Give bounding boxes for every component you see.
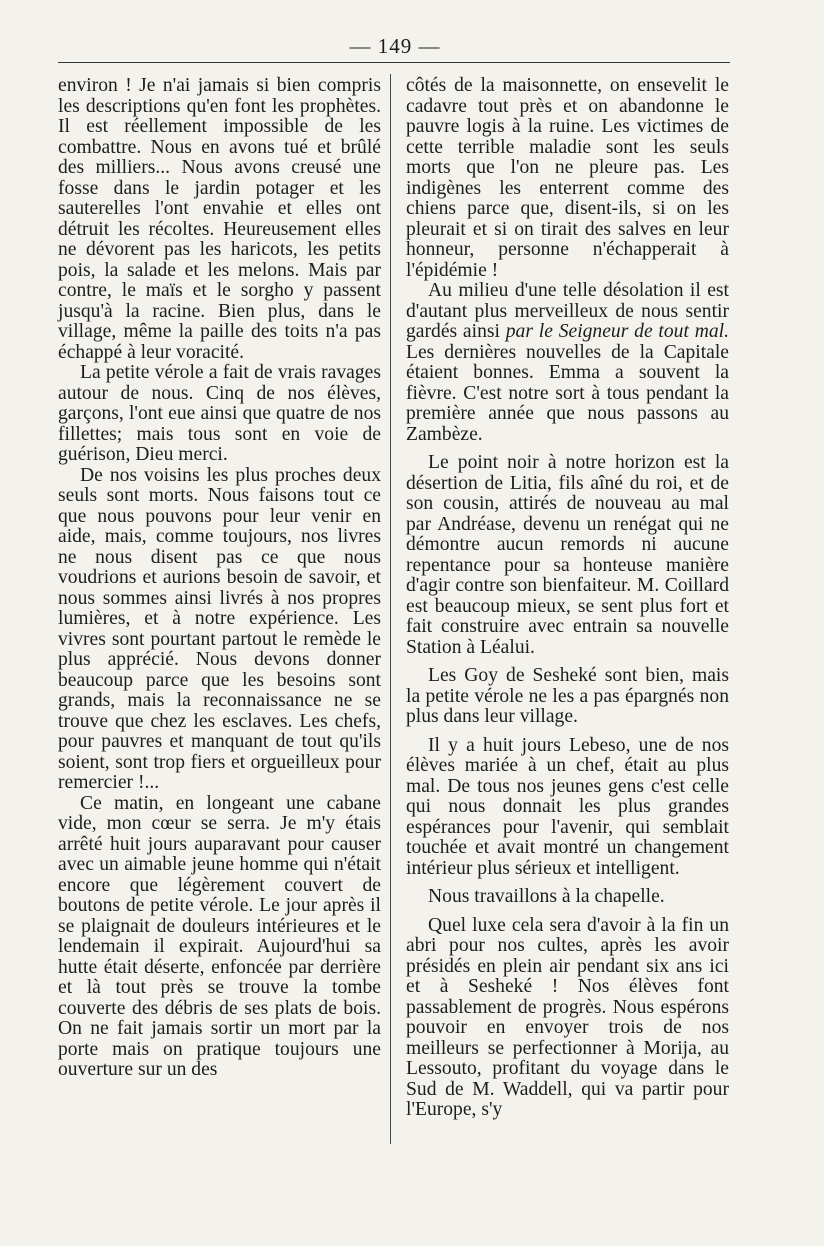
paragraph: Les Goy de Sesheké sont bien, mais la petite vérole ne les a pas épargnés non plus dans leur village. [406, 665, 729, 727]
column-divider [390, 74, 391, 1144]
paragraph: De nos voisins les plus proches deux seuls sont morts. Nous faisons tout ce que nous pouvons pour leur venir en aide, mais, comme toujours, nos livres ne nous disent pas ce que nous voudrions et aurions besoin de savoir, et nous sommes ainsi livrés à nos propres lumières, et à notre expérience. Les vivres sont pourtant partout le remède le plus apprécié. Nous devons donner beaucoup parce que les besoins sont grands, mais la reconnaissance ne se trouve que chez les esclaves. Les chefs, pour pauvres et manquant de tout qu'ils soient, sont trop fiers et orgueilleux pour remercier !... [58, 464, 381, 793]
page-number: — 149 — [349, 34, 441, 58]
paragraph-text: Au milieu d'une telle désolation il est d'autant plus merveilleux de nous sentir gardés ainsi [406, 280, 729, 342]
paragraph: Le point noir à notre horizon est la désertion de Litia, fils aîné du roi, et de son cousin, attirés de nouveau au mal par Andréase, devenu un renégat qui ne démontre aucun remords ni aucune repentance pour sa honteuse manière d'agir contre son bienfaiteur. M. Coillard est beaucoup mieux, se sent plus fort et fait construire avec entrain sa nouvelle Station à Léalui. [406, 452, 729, 658]
right-column [406, 76, 729, 1121]
paragraph: Il y a huit jours Lebeso, une de nos élèves mariée à un chef, était au plus mal. De tous nos jeunes gens c'est celle qui nous donnait les plus grandes espérances pour l'avenir, qui semblait touchée et avait montré un changement intérieur plus sérieux et intelligent. [406, 734, 729, 879]
paragraph: La petite vérole a fait de vrais ravages autour de nous. Cinq de nos élèves, garçons, l'ont eue ainsi que quatre de nos fillettes; mais tous sont en voie de guérison, Dieu merci. [58, 362, 381, 465]
paragraph-text: Les dernières nouvelles de la Capitale étaient bonnes. Emma a souvent la fièvre. C'est notre sort à tous pendant la première année que nous passons au Zambèze. [406, 341, 729, 445]
paragraph: Nous travaillons à la chapelle. [428, 886, 665, 907]
paragraph: côtés de la maisonnette, on ensevelit le cadavre tout près et on abandonne le pauvre logis à la ruine. Les victimes de cette terrible maladie sont les seuls morts que l'on ne pleure pas. Les indigènes les enterrent comme des chiens parce que, disent-ils, si on les pleurait et si on tirait des salves en leur honneur, personne n'échapperait à l'épidémie ! [406, 75, 729, 281]
italic-phrase: par le Seigneur de tout mal. [505, 321, 730, 342]
paragraph: environ ! Je n'ai jamais si bien compris les descriptions qu'en font les prophètes. Il est réellement impossible de les combattre. Nous en avons tué et brûlé des milliers... Nous avons creusé une fosse dans le jardin potager et les sauterelles l'ont envahie et elles ont détruit les récoltes. Heureusement elles ne dévorent pas les haricots, les petits pois, la salade et les melons. Mais par contre, le maïs et le sorgho y passent jusqu'à la racine. Bien plus, dans le village, même la paille des toits n'a pas échappé à leur voracité. [58, 75, 381, 363]
left-column [58, 76, 381, 1081]
paragraph: Ce matin, en longeant une cabane vide, mon cœur se serra. Je m'y étais arrêté huit jours auparavant pour causer avec un aimable jeune homme qui n'était encore que légèrement couvert de boutons de petite vérole. Le jour après il se plaignait de douleurs intérieures et le lendemain il expirait. Aujourd'hui sa hutte était déserte, enfoncée par derrière et là tout près se trouve la tombe couverte des débris de ses plats de bois. On ne fait jamais sortir un mort par la porte mais on pratique toujours une ouverture sur un des [58, 792, 381, 1080]
header-rule [58, 62, 730, 63]
paragraph [406, 281, 729, 445]
paragraph: Quel luxe cela sera d'avoir à la fin un abri pour nos cultes, après les avoir présidés en plein air pendant six ans ici et à Sesheké ! Nos élèves font passablement de progrès. Nous espérons pouvoir en envoyer trois de nos meilleurs se perfectionner à Morija, au Lessouto, profitant du voyage dans le Sud de M. Waddell, qui va partir pour l'Europe, s'y [406, 914, 729, 1120]
